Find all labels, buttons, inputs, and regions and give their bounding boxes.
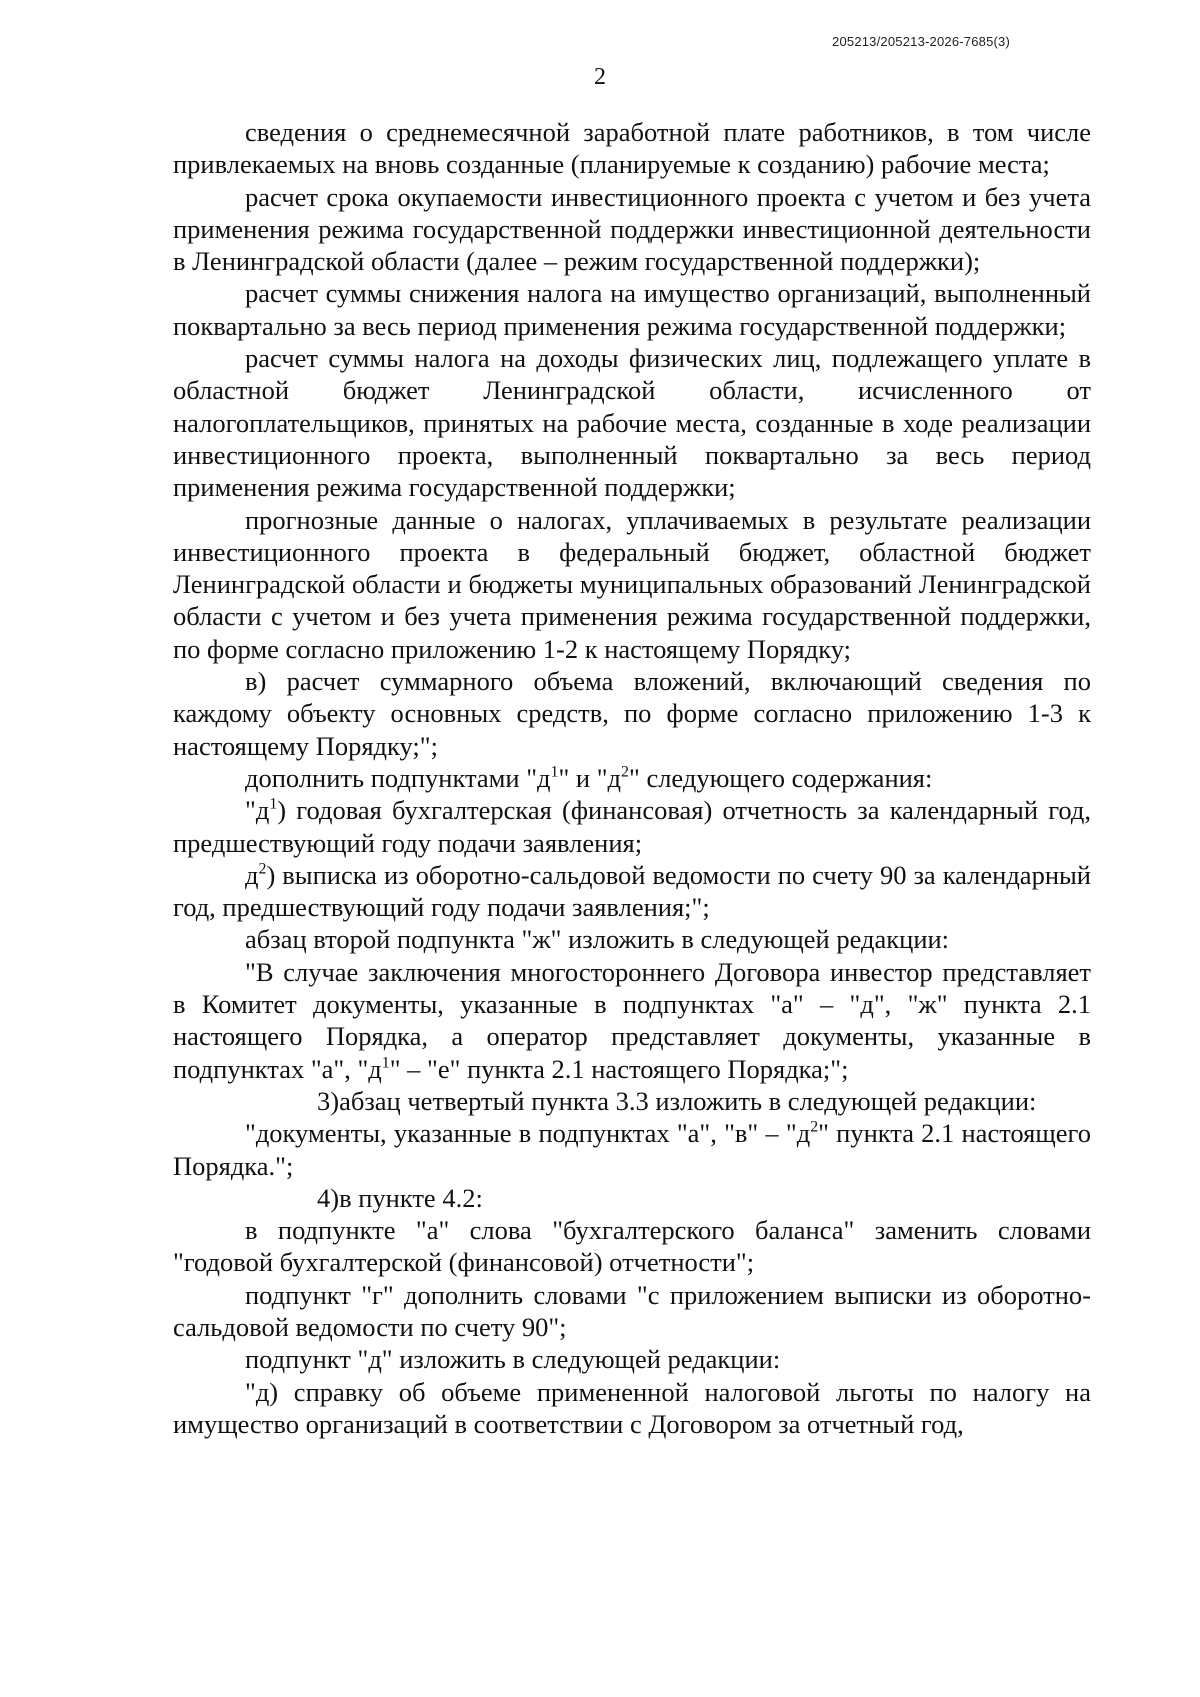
item-number: 4) [317, 1182, 340, 1213]
paragraph-income-tax-calc: расчет суммы налога на доходы физических лиц, подлежащего уплате в областной бюджет Ленинградской области, исчисленного от налогоплательщиков, принятых на рабочие места, созданные в ходе реализации инвестиционного проекта, выполненный поквартально за весь период применения режима государственной поддержки; [173, 343, 1091, 503]
item-number: 3) [317, 1085, 340, 1116]
document-id: 205213/205213-2026-7685(3) [832, 34, 1010, 49]
paragraph-subitem-d1: "$д^1$) годовая бухгалтерская (финансовая) отчетность за календарный год, предшествующий году подачи заявления; [173, 795, 1091, 858]
paragraph-item-3: 3)абзац четвертый пункта 3.3 изложить в следующей редакции: [173, 1085, 1091, 1117]
paragraph-documents-listed: "документы, указанные в подпунктах "а", "в" – "$д^2$" пункта 2.1 настоящего Порядка."; [173, 1118, 1091, 1181]
paragraph-investment-volume: в) расчет суммарного объема вложений, включающий сведения по каждому объекту основных средств, по форме согласно приложению 1-3 к настоящему Порядку;"; [173, 666, 1091, 761]
paragraph-subitem-g: подпункт "г" дополнить словами "с приложением выписки из оборотно-сальдовой ведомости по счету 90"; [173, 1279, 1091, 1342]
paragraph-item-4: 4)в пункте 4.2: [173, 1182, 1091, 1214]
document-body [173, 116, 1091, 1440]
paragraph-subitem-d2: $д^2$) выписка из оборотно-сальдовой ведомости по счету 90 за календарный год, предшествующий году подачи заявления;"; [173, 859, 1091, 923]
paragraph-subitem-d-edit: подпункт "д" изложить в следующей редакции: [245, 1344, 781, 1375]
paragraph-property-tax-calc: расчет суммы снижения налога на имущество организаций, выполненный поквартально за весь период применения режима государственной поддержки; [173, 278, 1091, 341]
paragraph-subitem-d-text: "д) справку об объеме примененной налоговой льготы по налогу на имущество организаций в соответствии с Договором за отчетный год, [173, 1376, 1091, 1439]
page-number: 2 [594, 64, 606, 90]
paragraph-tax-forecast: прогнозные данные о налогах, уплачиваемых в результате реализации инвестиционного проекта в федеральный бюджет, областной бюджет Ленинградской области и бюджеты муниципальных образований Ленинградской области с учетом и без учета применения режима государственной поддержки, по форме согласно приложению 1-2 к настоящему Порядку; [173, 504, 1091, 664]
paragraph-payback-calc: расчет срока окупаемости инвестиционного проекта с учетом и без учета применения режима государственной поддержки инвестиционной деятельности в Ленинградской области (далее – режим государственной поддержки); [173, 181, 1091, 277]
paragraph-zh-second: абзац второй подпункта "ж" изложить в следующей редакции: [245, 924, 950, 955]
paragraph-subitem-a: в подпункте "а" слова "бухгалтерского баланса" заменить словами "годовой бухгалтерской (финансовой) отчетности"; [173, 1215, 1091, 1278]
paragraph-multilateral-agreement: "В случае заключения многостороннего Договора инвестор представляет в Комитет документы, указанные в подпунктах "а" – "д", "ж" пункта 2.1 настоящего Порядка, а оператор представляет документы, указанные в подпунктах "а", "$д^1$" – "е" пункта 2.1 настоящего Порядка;"; [173, 956, 1091, 1084]
paragraph-salary-info: сведения о среднемесячной заработной плате работников, в том числе привлекаемых на вновь созданные (планируемые к созданию) рабочие места; [173, 117, 1091, 180]
paragraph-add-subitems: дополнить подпунктами "$д^1$" и "$д^2$" следующего содержания: [245, 762, 933, 793]
